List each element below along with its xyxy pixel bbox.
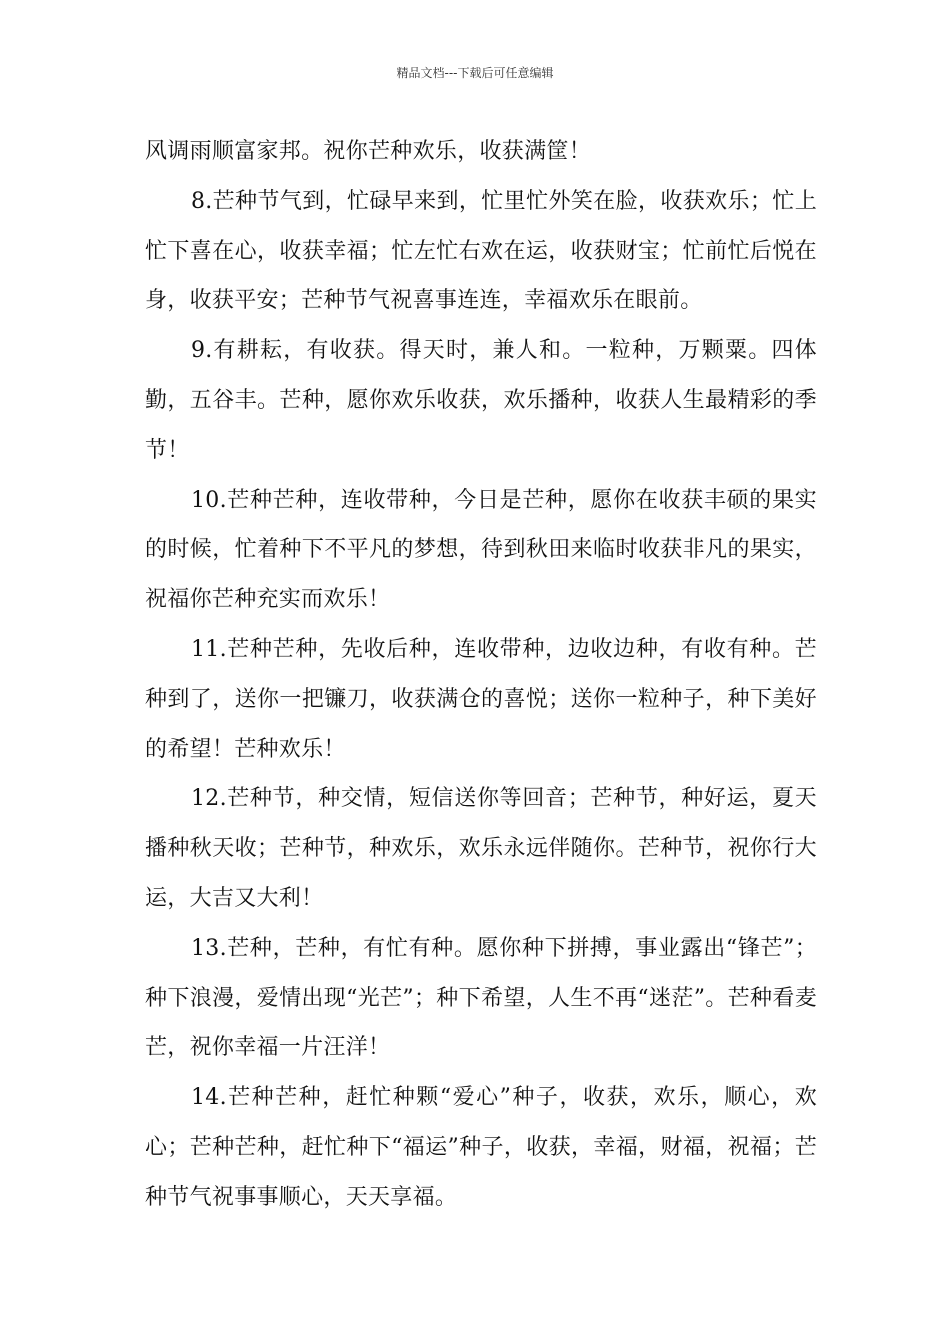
paragraph-continuation: 风调雨顺富家邦。祝你芒种欢乐，收获满筐！	[145, 139, 592, 164]
paragraph-item-8: 8.芒种节气到，忙碌早来到，忙里忙外笑在脸，收获欢乐；忙上忙下喜在心，收获幸福；忙左忙右欢在运，收获财宝；忙前忙后悦在身，收获平安；芒种节气祝喜事连连，幸福欢乐在眼前。	[145, 188, 817, 314]
paragraph-item-13: 13.芒种，芒种，有忙有种。愿你种下拼搏，事业露出“锋芒”；种下浪漫，爱情出现“光芒”；种下希望，人生不再“迷茫”。芒种看麦芒，祝你幸福一片汪洋！	[145, 935, 817, 1061]
paragraph-item-14: 14.芒种芒种，赶忙种颗“爱心”种子，收获，欢乐，顺心，欢心；芒种芒种，赶忙种下“福运”种子，收获，幸福，财福，祝福；芒种节气祝事事顺心，天天享福。	[145, 1085, 817, 1210]
paragraph-item-10: 10.芒种芒种，连收带种，今日是芒种，愿你在收获丰硕的果实的时候，忙着种下不平凡的梦想，待到秋田来临时收获非凡的果实，祝福你芒种充实而欢乐！	[145, 487, 817, 613]
document-body	[145, 127, 817, 1223]
paragraph-item-12: 12.芒种节，种交情，短信送你等回音；芒种节，种好运，夏天播种秋天收；芒种节，种欢乐，欢乐永远伴随你。芒种节，祝你行大运，大吉又大利！	[145, 786, 817, 911]
paragraph-item-11: 11.芒种芒种，先收后种，连收带种，边收边种，有收有种。芒种到了，送你一把镰刀，收获满仓的喜悦；送你一粒种子，种下美好的希望！芒种欢乐！	[145, 636, 817, 762]
page-header: 精品文档---下载后可任意编辑	[396, 66, 554, 80]
paragraph-item-9: 9.有耕耘，有收获。得天时，兼人和。一粒种，万颗粟。四体勤，五谷丰。芒种，愿你欢乐收获，欢乐播种，收获人生最精彩的季节！	[145, 338, 817, 463]
